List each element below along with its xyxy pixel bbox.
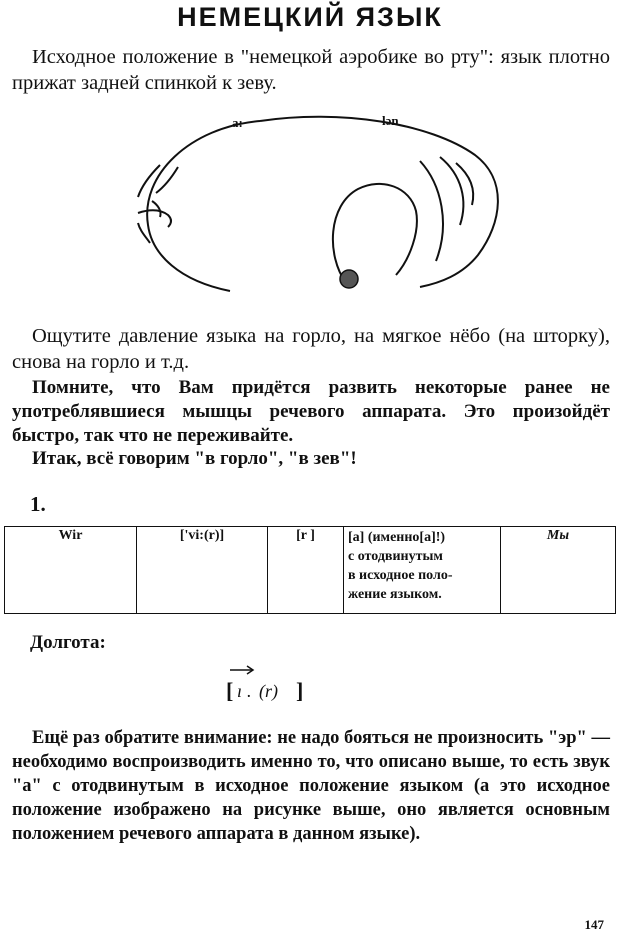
table-row [5, 527, 616, 614]
lip-lower-2 [152, 201, 161, 217]
mouth-diagram [120, 105, 505, 305]
description-line: жение языком. [348, 587, 442, 602]
lip-upper-2 [156, 167, 178, 193]
description-line: в исходное поло- [348, 568, 453, 583]
label-len: lən [382, 113, 399, 128]
length-label: Долгота: [30, 632, 106, 653]
length-notation [224, 660, 314, 705]
remember-paragraph: Помните, что Вам придётся развить некоторые ранее не употреблявшиеся мышцы речевого аппарата. Это произойдёт быстро, так что не переживайте. [12, 377, 610, 446]
palate-curve [260, 117, 498, 287]
bracket-close: ] [296, 678, 304, 703]
bracket-open: [ [226, 678, 234, 703]
contact-point-dot [340, 270, 358, 288]
pharynx-curve [420, 161, 443, 261]
cell-word: Wir [5, 527, 137, 614]
so-paragraph: Итак, всё говорим "в горло", "в зев"! [32, 448, 357, 469]
feel-paragraph: Ощутите давление языка на горло, на мягкое нёбо (на шторку), снова на горло и т.д. [12, 325, 610, 373]
description-line: с отодвинутым [348, 549, 443, 564]
page-number: 147 [584, 917, 604, 932]
phonetics-table [4, 526, 616, 614]
length-dot: . [247, 681, 252, 701]
lip-lower [138, 210, 171, 227]
intro-paragraph: Исходное положение в "немецкой аэробике во рту": язык плотно прижат задней спинкой к зеву. [12, 46, 610, 94]
cell-description [344, 527, 501, 614]
label-a-long: a: [232, 115, 243, 130]
exercise-number: 1. [30, 492, 46, 516]
once-more-paragraph: Ещё раз обратите внимание: не надо бояться не произносить "эр" — необходимо воспроизводить именно то, что описано выше, то есть звук "а" с отодвинутым в исходное положение языком (а это исходное положение изображено на рисунке выше, оно является основным положением речевого аппарата в данном языке). [12, 728, 610, 844]
page-title: НЕМЕЦКИЙ ЯЗЫК [177, 2, 443, 32]
r-symbol: (r) [259, 681, 278, 701]
length-notation-svg [224, 660, 314, 705]
cell-transcription: ['vi:(r)] [137, 527, 268, 614]
mouth-diagram-svg [120, 105, 505, 305]
description-line: [a] (именно[a]!) [348, 530, 446, 545]
pharynx-curve-3 [456, 163, 473, 205]
oral-cavity-outline [147, 121, 260, 291]
cell-sound: [r ] [268, 527, 344, 614]
vowel-symbol: ı [237, 681, 243, 701]
tongue-curve [333, 184, 417, 283]
cell-translation: Мы [501, 527, 616, 614]
